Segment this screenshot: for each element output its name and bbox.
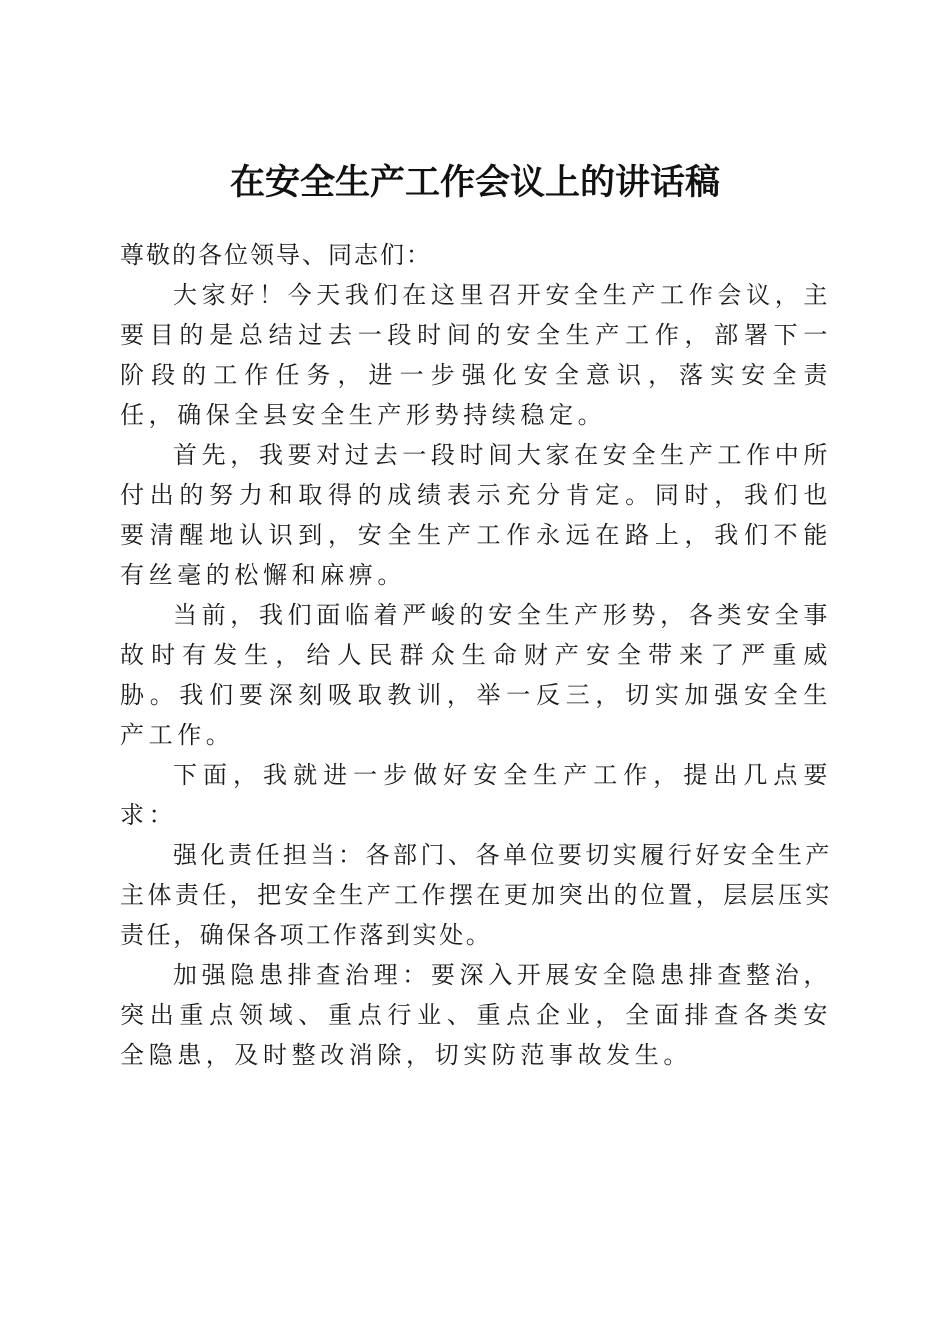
document-body <box>120 235 832 1075</box>
paragraph-responsibility: 强化责任担当：各部门、各单位要切实履行好安全生产主体责任，把安全生产工作摆在更加突出的位置，层层压实责任，确保各项工作落到实处。 <box>120 841 832 949</box>
paragraph-hazard-inspection: 加强隐患排查治理：要深入开展安全隐患排查整治，突出重点领域、重点行业、重点企业，全面排查各类安全隐患，及时整改消除，切实防范事故发生。 <box>120 961 832 1069</box>
paragraph-opening: 大家好！今天我们在这里召开安全生产工作会议，主要目的是总结过去一段时间的安全生产工作，部署下一阶段的工作任务，进一步强化安全意识，落实安全责任，确保全县安全生产形势持续稳定。 <box>120 281 832 429</box>
paragraph-situation: 当前，我们面临着严峻的安全生产形势，各类安全事故时有发生，给人民群众生命财产安全带来了严重威胁。我们要深刻吸取教训，举一反三，切实加强安全生产工作。 <box>120 601 832 749</box>
salutation: 尊敬的各位领导、同志们： <box>120 241 432 269</box>
document-title: 在安全生产工作会议上的讲话稿 <box>229 162 720 204</box>
paragraph-requirements-intro: 下面，我就进一步做好安全生产工作，提出几点要求： <box>120 761 832 829</box>
paragraph-acknowledgement: 首先，我要对过去一段时间大家在安全生产工作中所付出的努力和取得的成绩表示充分肯定。同时，我们也要清醒地认识到，安全生产工作永远在路上，我们不能有丝毫的松懈和麻痹。 <box>120 441 832 589</box>
